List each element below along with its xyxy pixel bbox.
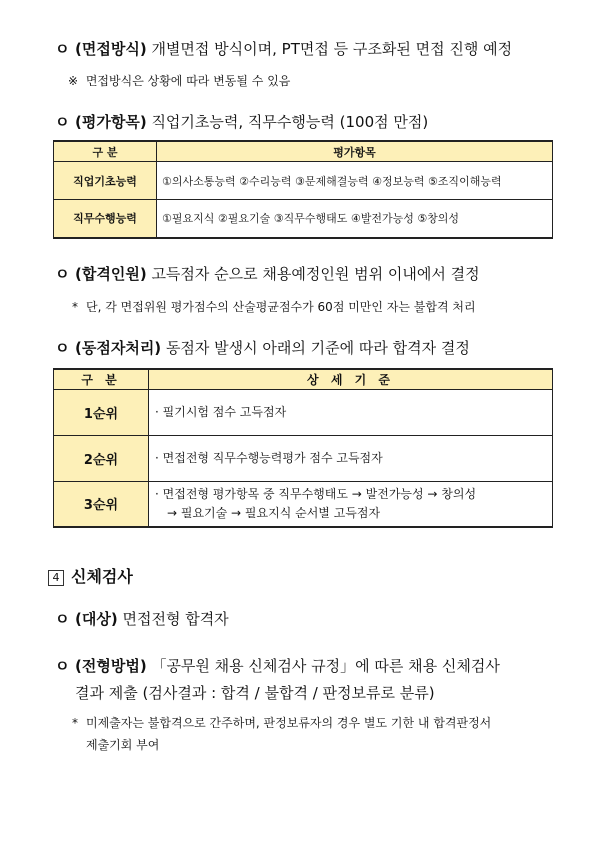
evaluation-header-items: 평가항목 xyxy=(157,141,553,162)
row-items: ①의사소통능력 ②수리능력 ③문제해결능력 ④정보능력 ⑤조직이해능력 xyxy=(157,162,553,200)
table-row xyxy=(54,162,553,200)
tie-header-detail: 상 세 기 준 xyxy=(149,369,553,390)
physical-target-label: (대상) xyxy=(75,610,118,628)
bullet-circle-icon: ㅇ xyxy=(55,339,70,357)
interview-method-label: (면접방식) xyxy=(75,40,147,58)
physical-method-line xyxy=(55,655,500,676)
tie-label: (동점자처리) xyxy=(75,339,162,357)
physical-section-heading xyxy=(48,564,133,587)
passers-text: 고득점자 순으로 채용예정인원 범위 이내에서 결정 xyxy=(146,265,480,283)
bullet-circle-icon: ㅇ xyxy=(55,657,70,675)
interview-method-text: 개별면접 방식이며, PT면접 등 구조화된 면접 진행 예정 xyxy=(146,40,513,58)
bullet-circle-icon: ㅇ xyxy=(55,113,70,131)
rank-cell: 3순위 xyxy=(54,482,149,527)
interview-method-note xyxy=(68,72,290,89)
passers-label: (합격인원) xyxy=(75,265,147,283)
evaluation-text: 직업기초능력, 직무수행능력 (100점 만점) xyxy=(146,113,429,131)
interview-method-line xyxy=(55,38,512,59)
evaluation-line xyxy=(55,111,428,132)
physical-target-text: 면접전형 합격자 xyxy=(117,610,229,628)
evaluation-table xyxy=(53,140,553,239)
passers-note-text: 단, 각 면접위원 평가점수의 산술평균점수가 60점 미만인 자는 불합격 처리 xyxy=(86,300,476,314)
tie-header-category: 구 분 xyxy=(54,369,149,390)
detail-cell xyxy=(149,390,553,436)
table-row xyxy=(54,482,553,527)
detail-line: → 필요기술 → 필요지식 순서별 고득점자 xyxy=(167,505,381,520)
passers-line xyxy=(55,263,480,284)
note-mark: ※ xyxy=(68,74,79,88)
physical-method-label: (전형방법) xyxy=(75,657,147,675)
tie-table xyxy=(53,368,553,528)
tie-text: 동점자 발생시 아래의 기준에 따라 합격자 결정 xyxy=(161,339,470,357)
table-row xyxy=(54,200,553,238)
detail-cell xyxy=(149,436,553,482)
rank-cell: 2순위 xyxy=(54,436,149,482)
bullet-circle-icon: ㅇ xyxy=(55,610,70,628)
table-row xyxy=(54,436,553,482)
passers-note xyxy=(72,298,476,315)
detail-line: · 면접전형 평가항목 중 직무수행태도 → 발전가능성 → 창의성 xyxy=(155,486,477,501)
evaluation-label: (평가항목) xyxy=(75,113,147,131)
row-items: ①필요지식 ②필요기술 ③직무수행태도 ④발전가능성 ⑤창의성 xyxy=(157,200,553,238)
rank-cell: 1순위 xyxy=(54,390,149,436)
physical-note-line2 xyxy=(86,736,159,753)
physical-method-text1: 「공무원 채용 신체검사 규정」에 따른 채용 신체검사 xyxy=(146,657,500,675)
table-row xyxy=(54,390,553,436)
detail-line: · 필기시험 점수 고득점자 xyxy=(155,405,287,419)
detail-line: · 면접전형 직무수행능력평가 점수 고득점자 xyxy=(155,451,383,465)
interview-method-note-text: 면접방식은 상황에 따라 변동될 수 있음 xyxy=(85,74,291,88)
detail-cell xyxy=(149,482,553,527)
evaluation-header-category: 구 분 xyxy=(54,141,157,162)
physical-title: 신체검사 xyxy=(71,567,133,586)
note-mark: * xyxy=(72,716,78,730)
physical-target-line xyxy=(55,608,229,629)
physical-method-text2: 결과 제출 (검사결과 : 합격 / 불합격 / 판정보류로 분류) xyxy=(75,684,435,702)
row-name: 직무수행능력 xyxy=(54,200,157,238)
physical-note xyxy=(72,714,491,731)
note-mark: * xyxy=(72,300,78,314)
tie-line xyxy=(55,337,470,358)
bullet-circle-icon: ㅇ xyxy=(55,265,70,283)
section-number: 4 xyxy=(48,570,64,586)
physical-method-line2 xyxy=(75,682,435,703)
bullet-circle-icon: ㅇ xyxy=(55,40,70,58)
physical-note-text1: 미제출자는 불합격으로 간주하며, 판정보류자의 경우 별도 기한 내 합격판정서 xyxy=(86,716,492,730)
physical-note-text2: 제출기회 부여 xyxy=(86,738,160,752)
row-name: 직업기초능력 xyxy=(54,162,157,200)
